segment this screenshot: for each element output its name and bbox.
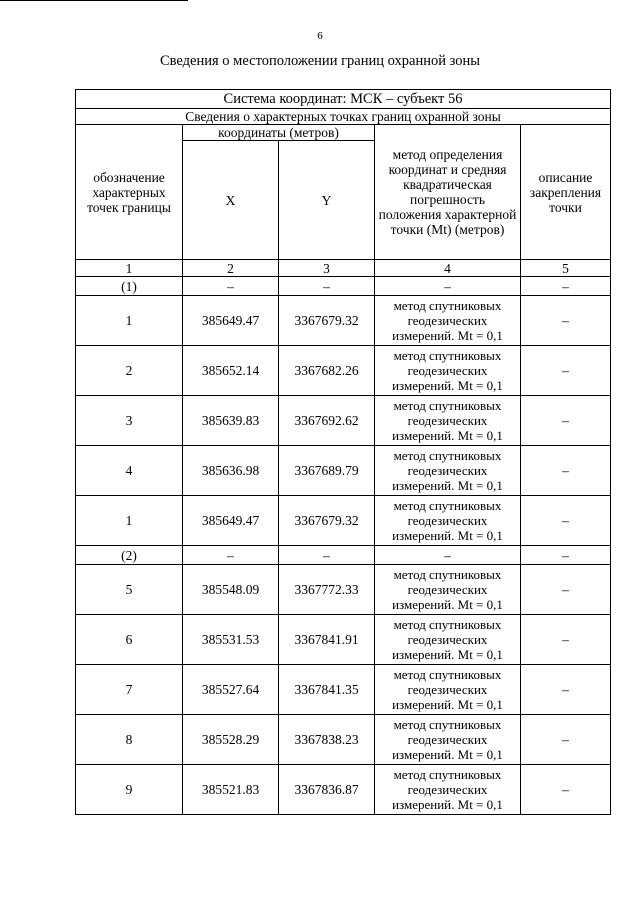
y-coordinate: 3367679.32 [279, 296, 375, 346]
table-row [76, 765, 611, 815]
method-description: метод спутниковых геодезических измерений. Mt = 0,1 [375, 715, 521, 765]
fixing-description: – [521, 296, 611, 346]
method-description: метод спутниковых геодезических измерений. Mt = 0,1 [375, 296, 521, 346]
column-number: 1 [76, 260, 183, 277]
section-dash: – [521, 546, 611, 565]
section-row [76, 546, 611, 565]
method-description: метод спутниковых геодезических измерений. Mt = 0,1 [375, 496, 521, 546]
column-number: 3 [279, 260, 375, 277]
x-coordinate: 385649.47 [183, 496, 279, 546]
x-coordinate: 385531.53 [183, 615, 279, 665]
y-coordinate: 3367838.23 [279, 715, 375, 765]
point-designation: 1 [76, 496, 183, 546]
point-designation: 9 [76, 765, 183, 815]
point-designation: 4 [76, 446, 183, 496]
method-description: метод спутниковых геодезических измерений. Mt = 0,1 [375, 396, 521, 446]
section-dash: – [183, 277, 279, 296]
method-description: метод спутниковых геодезических измерений. Mt = 0,1 [375, 565, 521, 615]
method-description: метод спутниковых геодезических измерений. Mt = 0,1 [375, 346, 521, 396]
point-designation: 7 [76, 665, 183, 715]
method-description: метод спутниковых геодезических измерений. Mt = 0,1 [375, 765, 521, 815]
section-dash: – [279, 546, 375, 565]
point-designation: 2 [76, 346, 183, 396]
header-fixing-description: описание закрепления точки [521, 125, 611, 260]
table-row [76, 665, 611, 715]
coordinate-system-cell: Система координат: МСК – субъект 56 [76, 90, 611, 109]
column-number-row [76, 260, 611, 277]
fixing-description: – [521, 765, 611, 815]
section-dash: – [521, 277, 611, 296]
fixing-description: – [521, 496, 611, 546]
column-number: 4 [375, 260, 521, 277]
header-x: X [183, 141, 279, 260]
fixing-description: – [521, 396, 611, 446]
section-label: (2) [76, 546, 183, 565]
section-row [76, 277, 611, 296]
y-coordinate: 3367836.87 [279, 765, 375, 815]
method-description: метод спутниковых геодезических измерений. Mt = 0,1 [375, 615, 521, 665]
column-number: 2 [183, 260, 279, 277]
point-designation: 8 [76, 715, 183, 765]
y-coordinate: 3367841.91 [279, 615, 375, 665]
table-row [76, 396, 611, 446]
table-row [76, 346, 611, 396]
x-coordinate: 385649.47 [183, 296, 279, 346]
document-title: Сведения о местоположении границ охранной зоны [159, 53, 480, 69]
page-number: 6 [317, 30, 323, 42]
point-designation: 3 [76, 396, 183, 446]
table-row [76, 615, 611, 665]
y-coordinate: 3367682.26 [279, 346, 375, 396]
x-coordinate: 385521.83 [183, 765, 279, 815]
y-coordinate: 3367689.79 [279, 446, 375, 496]
table-row [76, 296, 611, 346]
fixing-description: – [521, 715, 611, 765]
table-row [76, 715, 611, 765]
x-coordinate: 385652.14 [183, 346, 279, 396]
section-label: (1) [76, 277, 183, 296]
point-designation: 5 [76, 565, 183, 615]
table-row [76, 565, 611, 615]
x-coordinate: 385528.29 [183, 715, 279, 765]
y-coordinate: 3367692.62 [279, 396, 375, 446]
fixing-description: – [521, 665, 611, 715]
section-dash: – [279, 277, 375, 296]
x-coordinate: 385527.64 [183, 665, 279, 715]
y-coordinate: 3367679.32 [279, 496, 375, 546]
section-dash: – [375, 546, 521, 565]
header-method: метод определения координат и средняя квадратическая погрешность положения характерной точки (Mt) (метров) [375, 125, 521, 260]
fixing-description: – [521, 565, 611, 615]
column-number: 5 [521, 260, 611, 277]
section-dash: – [183, 546, 279, 565]
table-caption-cell: Сведения о характерных точках границ охранной зоны [76, 109, 611, 125]
fixing-description: – [521, 346, 611, 396]
point-designation: 1 [76, 296, 183, 346]
boundary-points-table [75, 89, 611, 815]
header-coordinates: координаты (метров) [183, 125, 375, 141]
x-coordinate: 385548.09 [183, 565, 279, 615]
point-designation: 6 [76, 615, 183, 665]
section-dash: – [375, 277, 521, 296]
table-row [76, 446, 611, 496]
method-description: метод спутниковых геодезических измерений. Mt = 0,1 [375, 665, 521, 715]
x-coordinate: 385636.98 [183, 446, 279, 496]
header-point-designation: обозначение характерных точек границы [76, 125, 183, 260]
header-y: Y [279, 141, 375, 260]
y-coordinate: 3367772.33 [279, 565, 375, 615]
method-description: метод спутниковых геодезических измерений. Mt = 0,1 [375, 446, 521, 496]
fixing-description: – [521, 446, 611, 496]
header-rule [0, 0, 188, 1]
x-coordinate: 385639.83 [183, 396, 279, 446]
y-coordinate: 3367841.35 [279, 665, 375, 715]
table-row [76, 496, 611, 546]
fixing-description: – [521, 615, 611, 665]
